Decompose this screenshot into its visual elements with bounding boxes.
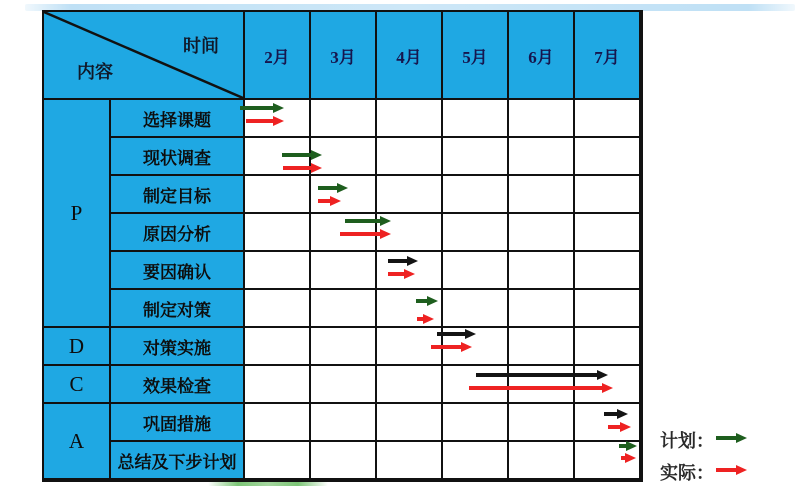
- actual-arrow: [246, 115, 284, 127]
- legend-actual-label: 实际：: [660, 463, 714, 483]
- actual-arrow: [340, 228, 391, 240]
- month-header-jul: 7月: [575, 12, 641, 100]
- actual-arrow: [469, 382, 613, 394]
- actual-arrow: [388, 268, 415, 280]
- actual-arrow: [608, 421, 631, 433]
- legend-actual-arrow: [716, 464, 747, 476]
- plan-arrow: [437, 328, 476, 340]
- month-header-may: 5月: [443, 12, 509, 100]
- month-header-jun: 6月: [509, 12, 575, 100]
- plan-arrow: [619, 440, 637, 452]
- task-label-cell: 制定目标: [111, 176, 245, 214]
- phase-cell-p: P: [44, 100, 111, 328]
- phase-cell-a: A: [44, 404, 111, 480]
- phase-cell-c: C: [44, 366, 111, 404]
- task-label-cell: 制定对策: [111, 290, 245, 328]
- plan-arrow: [388, 255, 418, 267]
- legend-plan-label: 计划：: [660, 431, 714, 451]
- month-header-apr: 4月: [377, 12, 443, 100]
- task-label-cell: 现状调查: [111, 138, 245, 176]
- plan-arrow: [282, 149, 322, 161]
- time-header-label: 时间: [183, 36, 219, 56]
- phase-cell-d: D: [44, 328, 111, 366]
- actual-arrow: [431, 341, 472, 353]
- task-label-cell: 总结及下步计划: [111, 442, 245, 480]
- corner-header-cell: [44, 12, 245, 100]
- plan-arrow: [318, 182, 348, 194]
- task-label-cell: 效果检查: [111, 366, 245, 404]
- task-label-cell: 选择课题: [111, 100, 245, 138]
- plan-arrow: [416, 295, 438, 307]
- plan-arrow: [345, 215, 391, 227]
- plan-arrow: [476, 369, 608, 381]
- content-header-label: 内容: [77, 62, 113, 82]
- plan-arrow: [240, 102, 284, 114]
- green-underline-decoration: [208, 482, 328, 486]
- plan-schedule-table: [42, 10, 643, 482]
- task-label-cell: 原因分析: [111, 214, 245, 252]
- actual-arrow: [318, 195, 341, 207]
- plan-arrow: [604, 408, 628, 420]
- month-header-mar: 3月: [311, 12, 377, 100]
- task-label-cell: 巩固措施: [111, 404, 245, 442]
- month-header-feb: 2月: [245, 12, 311, 100]
- actual-arrow: [417, 313, 434, 325]
- legend-plan-arrow: [716, 432, 747, 444]
- task-label-cell: 对策实施: [111, 328, 245, 366]
- actual-arrow: [283, 162, 322, 174]
- task-label-cell: 要因确认: [111, 252, 245, 290]
- actual-arrow: [621, 452, 636, 464]
